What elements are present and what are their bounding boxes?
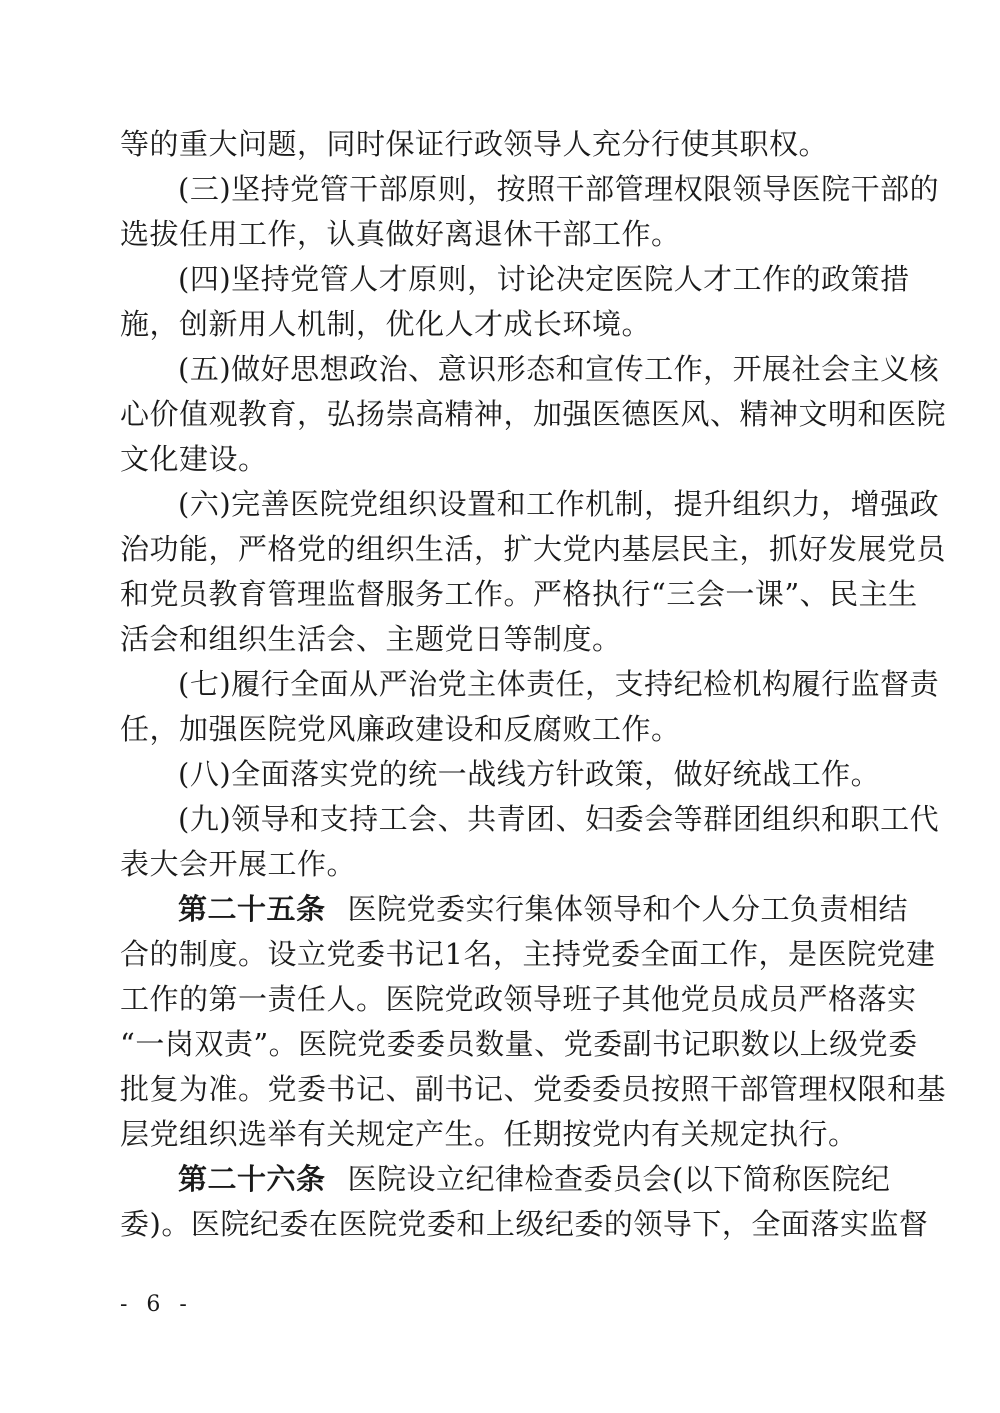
line-text: 施，创新用人机制，优化人才成长环境。 [120,307,652,341]
line-text: 任，加强医院党风廉政建设和反腐败工作。 [120,712,681,746]
text-line [120,482,940,527]
text-line [120,302,880,347]
article-label: 第二十五条 [178,892,326,926]
text-line [120,662,940,707]
line-text: 文化建设。 [120,442,268,476]
article-label: 第二十六条 [178,1162,326,1196]
line-text: (七)履行全面从严治党主体责任，支持纪检机构履行监督责 [178,667,940,701]
line-text: (三)坚持党管干部原则，按照干部管理权限领导医院干部的 [178,172,940,206]
text-line [120,752,880,797]
document-body [120,122,947,1247]
line-text: 治功能，严格党的组织生活，扩大党内基层民主，抓好发展党员 [120,532,947,566]
line-text: (六)完善医院党组织设置和工作机制，提升组织力，增强政 [178,487,940,521]
line-text: 表大会开展工作。 [120,847,357,881]
text-line [120,212,880,257]
line-text: 工作的第一责任人。医院党政领导班子其他党员成员严格落实 [120,982,917,1016]
line-text: 和党员教育管理监督服务工作。严格执行“三会一课”、民主生 [120,577,918,611]
page-number: - 6 - [120,1292,193,1317]
text-line [120,932,936,977]
line-text: (四)坚持党管人才原则，讨论决定医院人才工作的政策措 [178,262,910,296]
text-line [120,347,940,392]
text-line [120,167,940,212]
line-text: 医院党委实行集体领导和个人分工负责相结 [347,892,909,926]
text-line [120,797,940,842]
text-line [120,572,918,617]
line-text: (九)领导和支持工会、共青团、妇委会等群团组织和职工代 [178,802,940,836]
text-line [120,617,880,662]
text-line [120,842,880,887]
text-line [120,1022,918,1067]
text-line [120,257,910,302]
line-text: 医院设立纪律检查委员会(以下简称医院纪 [347,1162,891,1196]
line-text: 委)。医院纪委在医院党委和上级纪委的领导下，全面落实监督 [120,1207,929,1241]
line-text: 合的制度。设立党委书记1名，主持党委全面工作，是医院党建 [120,937,936,971]
line-text: 批复为准。党委书记、副书记、党委委员按照干部管理权限和基 [120,1072,947,1106]
text-line [120,1202,929,1247]
text-line [120,1067,947,1112]
text-line [120,122,880,167]
text-line [120,1112,880,1157]
line-text: “一岗双责”。医院党委委员数量、党委副书记职数以上级党委 [120,1027,918,1061]
text-line [120,527,947,572]
line-text: 等的重大问题，同时保证行政领导人充分行使其职权。 [120,127,829,161]
text-line [120,887,909,932]
line-text: (八)全面落实党的统一战线方针政策，做好统战工作。 [178,757,881,791]
text-line [120,437,880,482]
text-line [120,1157,891,1202]
line-text: 选拔任用工作，认真做好离退休干部工作。 [120,217,681,251]
text-line [120,392,947,437]
text-line [120,977,917,1022]
text-line [120,707,880,752]
line-text: 心价值观教育，弘扬崇高精神，加强医德医风、精神文明和医院 [120,397,947,431]
line-text: (五)做好思想政治、意识形态和宣传工作，开展社会主义核 [178,352,940,386]
line-text: 层党组织选举有关规定产生。任期按党内有关规定执行。 [120,1117,858,1151]
line-text: 活会和组织生活会、主题党日等制度。 [120,622,622,656]
